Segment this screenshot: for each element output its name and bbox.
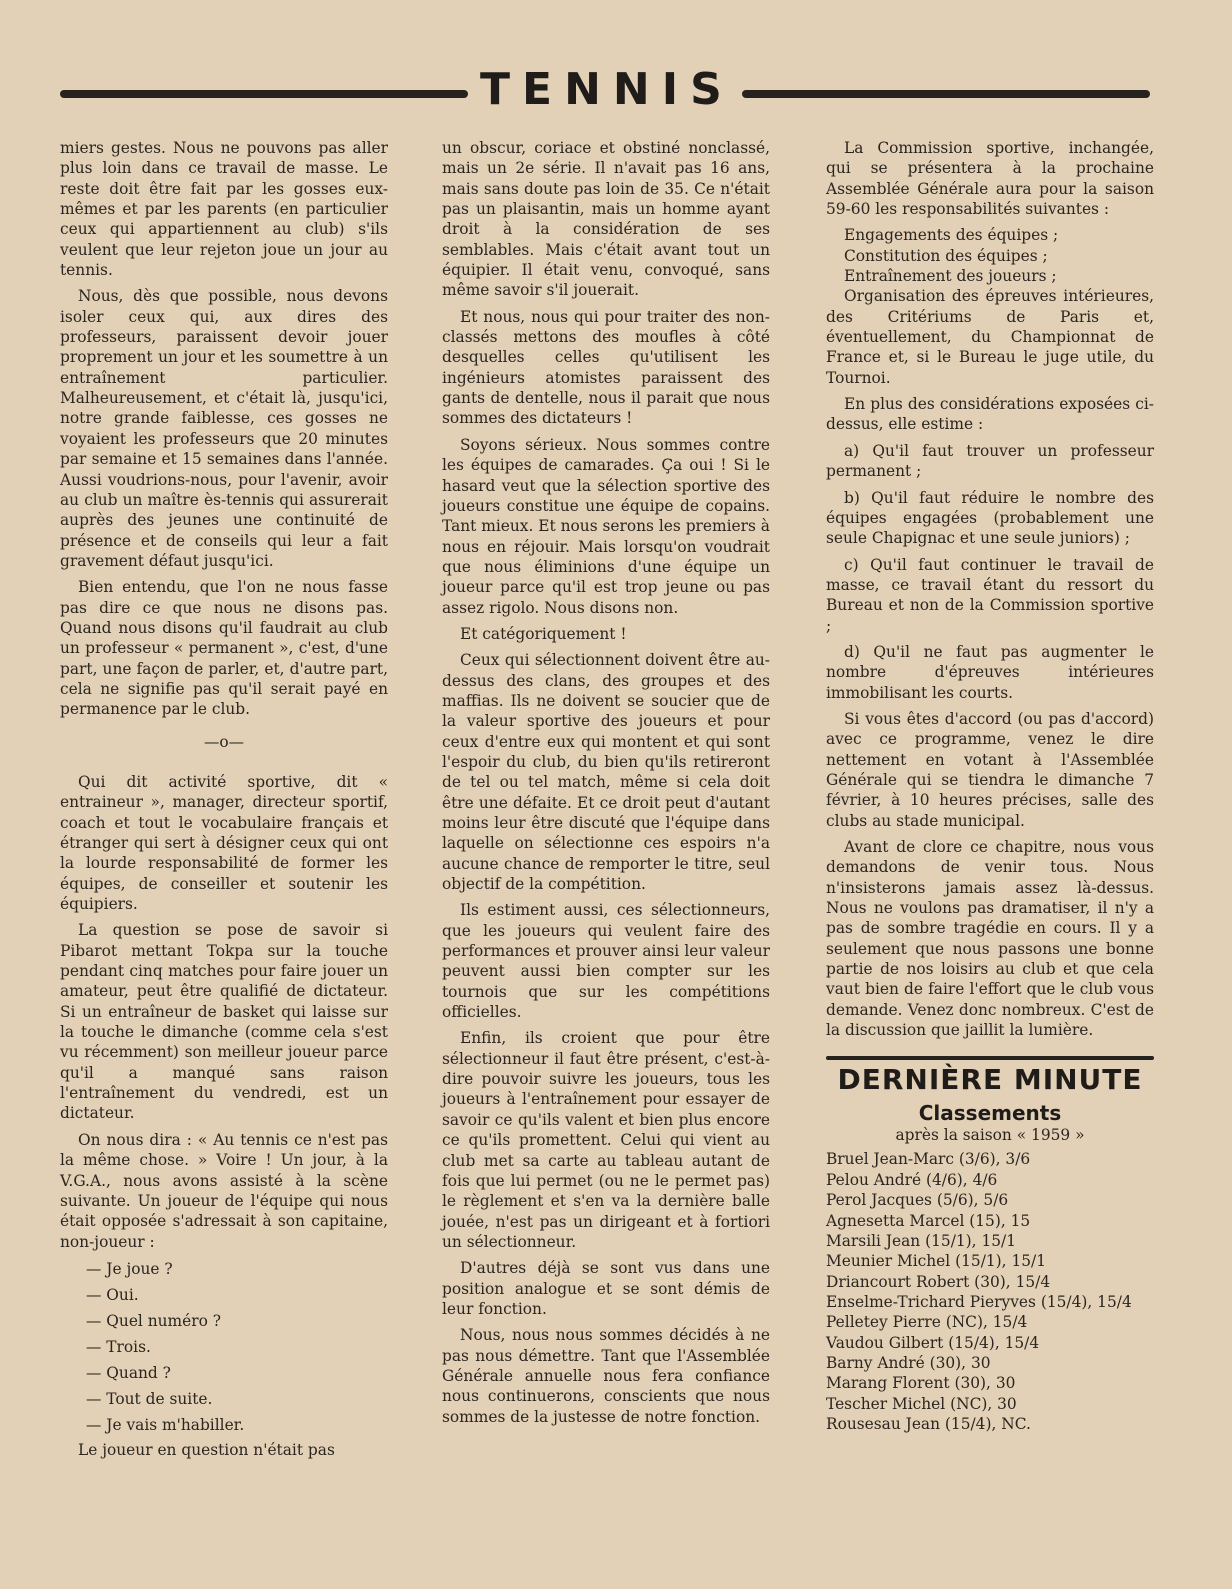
dialogue-line: — Quand ?: [86, 1363, 171, 1382]
section-separator: —o—: [203, 732, 245, 751]
paragraph: un obscur, coriace et obstiné nonclassé, mais un 2e série. Il n'avait pas 16 ans, mais sans doute pas loin de 35. Ce n'était pas un plaisantin, mais un homme ayant droit à la considération de ses semblables. Mais c'était avant tout un équipier. Il était venu, convoqué, sans même savoir s'il jouerait.: [442, 139, 770, 300]
paragraph: Nous, nous nous sommes décidés à ne pas nous démettre. Tant que l'Assemblée Générale annuelle nous fera confiance nous continuerons, conscients que nous sommes de la justesse de notre fonction.: [442, 1326, 770, 1426]
ranking-row: Marsili Jean (15/1), 15/1: [826, 1231, 1017, 1250]
paragraph: D'autres déjà se sont vus dans une position analogue et se sont démis de leur fonction.: [442, 1259, 770, 1318]
ranking-row: Rousesau Jean (15/4), NC.: [826, 1414, 1031, 1433]
paragraph: Organisation des épreuves intérieures, des Critériums de Paris et, éventuellement, du Championnat de France et, si le Bureau le juge utile, du Tournoi.: [826, 287, 1154, 387]
list-item: Constitution des équipes ;: [844, 246, 1048, 265]
page-title: TENNIS: [480, 64, 734, 115]
paragraph: Si vous êtes d'accord (ou pas d'accord) avec ce programme, venez le dire nettement en votant à l'Assemblée Générale qui se tiendra le dimanche 7 février, à 10 heures précises, salle des clubs au stade municipal.: [826, 709, 1154, 830]
paragraph: a) Qu'il faut trouver un professeur permanent ;: [826, 441, 1154, 481]
list-item: Entraînement des joueurs ;: [844, 267, 1057, 286]
paragraph: La question se pose de savoir si Pibarot mettant Tokpa sur la touche pendant cinq matches pour faire jouer un amateur, peut être qualifié de dictateur. Si un entraîneur de basket qui laisse sur la touche le dimanche (comme cela s'est vu récemment) son meilleur joueur parce qu'il a manqué sans raison l'entraînement du vendredi, est un dictateur.: [60, 921, 388, 1123]
ranking-row: Agnesetta Marcel (15), 15: [826, 1211, 1031, 1230]
ranking-row: Vaudou Gilbert (15/4), 15/4: [826, 1333, 1040, 1352]
paragraph: Enfin, ils croient que pour être sélectionneur il faut être présent, c'est-à-dire pouvoir suivre les joueurs, tous les joueurs à l'entraînement pour essayer de savoir ce qu'ils valent et bien plus encore ce qu'ils promettent. Celui qui vient au club met sa carte au tableau autant de fois que lui permet (ou ne le permet pas) le règlement et s'en va la dernière balle jouée, n'est pas un dirigeant et à fortiori un sélectionneur.: [442, 1029, 770, 1251]
dialogue-line: — Je vais m'habiller.: [86, 1415, 245, 1434]
paragraph: Et catégoriquement !: [460, 624, 627, 643]
paragraph: b) Qu'il faut réduire le nombre des équipes engagées (probablement une seule Chapignac et une seule juniors) ;: [826, 488, 1154, 548]
ranking-row: Pelou André (4/6), 4/6: [826, 1170, 998, 1189]
ranking-row: Tescher Michel (NC), 30: [826, 1394, 1017, 1413]
ranking-row: Pelletey Pierre (NC), 15/4: [826, 1313, 1028, 1332]
ranking-row: Barny André (30), 30: [826, 1353, 991, 1372]
dialogue-line: — Tout de suite.: [86, 1389, 213, 1408]
classements-heading: Classements: [918, 1100, 1062, 1125]
column-3: [826, 138, 1154, 1434]
dialogue-line: — Je joue ?: [86, 1259, 173, 1278]
column-2: [442, 138, 770, 1433]
paragraph: Soyons sérieux. Nous sommes contre les équipes de camarades. Ça oui ! Si le hasard veut que la sélection sportive des joueurs constitue une équipe de copains. Tant mieux. Et nous serons les premiers à nous en réjouir. Mais lorsqu'on voudrait que nous éliminions d'une équipe un joueur parce qu'il est trop jeune ou pas assez rigolo. Nous disons non.: [442, 435, 770, 617]
paragraph: Qui dit activité sportive, dit « entraineur », manager, directeur sportif, coach et tout le vocabulaire français et étranger qui sert à désigner ceux qui ont la lourde responsabilité de former les équipes, de conseiller et soutenir les équipiers.: [60, 772, 388, 914]
rankings-list: [826, 1149, 1154, 1434]
ranking-row: Marang Florent (30), 30: [826, 1374, 1016, 1393]
paragraph: Ils estiment aussi, ces sélectionneurs, que les joueurs qui veulent faire des performances et prouver ainsi leur valeur peuvent aussi bien compter sur les tournois que sur les compétitions officielles.: [442, 901, 770, 1022]
ranking-row: Meunier Michel (15/1), 15/1: [826, 1252, 1047, 1271]
paragraph: La Commission sportive, inchangée, qui se présentera à la prochaine Assemblée Générale aura pour la saison 59-60 les responsabilités suivantes :: [826, 139, 1154, 219]
column-1: [60, 138, 388, 1466]
derniere-minute-heading: DERNIÈRE MINUTE: [837, 1063, 1143, 1097]
dialogue-line: — Oui.: [86, 1285, 139, 1304]
page-header: [60, 64, 1150, 126]
paragraph: En plus des considérations exposées ci-dessus, elle estime :: [826, 395, 1154, 434]
paragraph: Le joueur en question n'était pas: [78, 1440, 335, 1459]
ranking-row: Driancourt Robert (30), 15/4: [826, 1272, 1051, 1291]
paragraph: Ceux qui sélectionnent doivent être au-dessus des clans, des groupes et des maffias. Ils ne doivent se soucier que de la valeur sportive des joueurs et pour ceux d'entre eux qui montent et qui sont l'espoir du club, du bien qu'ils retireront de tel ou tel match, même si cela doit être une défaite. Et ce droit peut d'autant moins leur être discuté que l'équipe dans laquelle on sélectionne ces espoirs n'a aucune chance de remporter le titre, seul objectif de la compétition.: [442, 651, 770, 894]
paragraph: d) Qu'il ne faut pas augmenter le nombre d'épreuves intérieures immobilisant les courts.: [826, 642, 1154, 702]
paragraph: On nous dira : « Au tennis ce n'est pas la même chose. » Voire ! Un jour, à la V.G.A., nous avons assisté à la scène suivante. Un joueur de l'équipe qui nous était opposée s'adressait à son capitaine, non-joueur :: [60, 1130, 388, 1251]
ranking-row: Bruel Jean-Marc (3/6), 3/6: [826, 1150, 1031, 1169]
ranking-row: Perol Jacques (5/6), 5/6: [826, 1191, 1009, 1210]
ranking-row: Enselme-Trichard Pieryves (15/4), 15/4: [826, 1292, 1132, 1311]
header-rule-left: [60, 90, 468, 98]
paragraph: c) Qu'il faut continuer le travail de masse, ce travail étant du ressort du Bureau et non de la Commission sportive ;: [826, 555, 1154, 635]
section-rule: [826, 1056, 1154, 1060]
paragraph: Bien entendu, que l'on ne nous fasse pas dire ce que nous ne disons pas. Quand nous disons qu'il faudrait au club un professeur « permanent », c'est, d'une part, une façon de parler, et, d'autre part, cela ne signifie pas qu'il serait payé en permanence par le club.: [60, 578, 388, 719]
paragraph: Nous, dès que possible, nous devons isoler ceux qui, aux dires des professeurs, paraissent devoir jouer proprement un jour et les soumettre à un entraînement particulier. Malheureusement, et c'était là, jusqu'ici, notre grande faiblesse, ces gosses ne voyaient les professeurs que 20 minutes par semaine et 15 semaines dans l'année. Aussi voudrions-nous, pour l'avenir, avoir au club un maître ès-tennis qui assurerait auprès des jeunes une continuité de présence et de conseils qui leur a fait gravement défaut jusqu'ici.: [60, 287, 388, 570]
season-caption: après la saison « 1959 »: [895, 1126, 1085, 1145]
dialogue-line: — Trois.: [86, 1337, 151, 1356]
paragraph: miers gestes. Nous ne pouvons pas aller plus loin dans ce travail de masse. Le reste doit être fait par les gosses eux-mêmes et par les parents (en particulier ceux qui appartiennent au club) s'ils veulent que leur rejeton joue un jour au tennis.: [60, 139, 388, 280]
paragraph: Avant de clore ce chapitre, nous vous demandons de venir tous. Nous n'insisterons jamais assez là-dessus. Nous ne voulons pas dramatiser, il n'y a pas de sombre tragédie en cours. Il y a seulement que nous passons une bonne partie de nos loisirs au club et que cela vaut bien de faire l'effort que le club vous demande. Venez donc nombreux. C'est de la discussion que jaillit la lumière.: [826, 838, 1154, 1040]
dialogue-line: — Quel numéro ?: [86, 1311, 222, 1330]
list-item: Engagements des équipes ;: [844, 226, 1059, 245]
header-rule-right: [742, 90, 1150, 98]
paragraph: Et nous, nous qui pour traiter des non-classés mettons des moufles à côté desquelles celles qu'utilisent les ingénieurs atomistes paraissent des gants de dentelle, nous il parait que nous sommes des dictateurs !: [442, 307, 770, 428]
